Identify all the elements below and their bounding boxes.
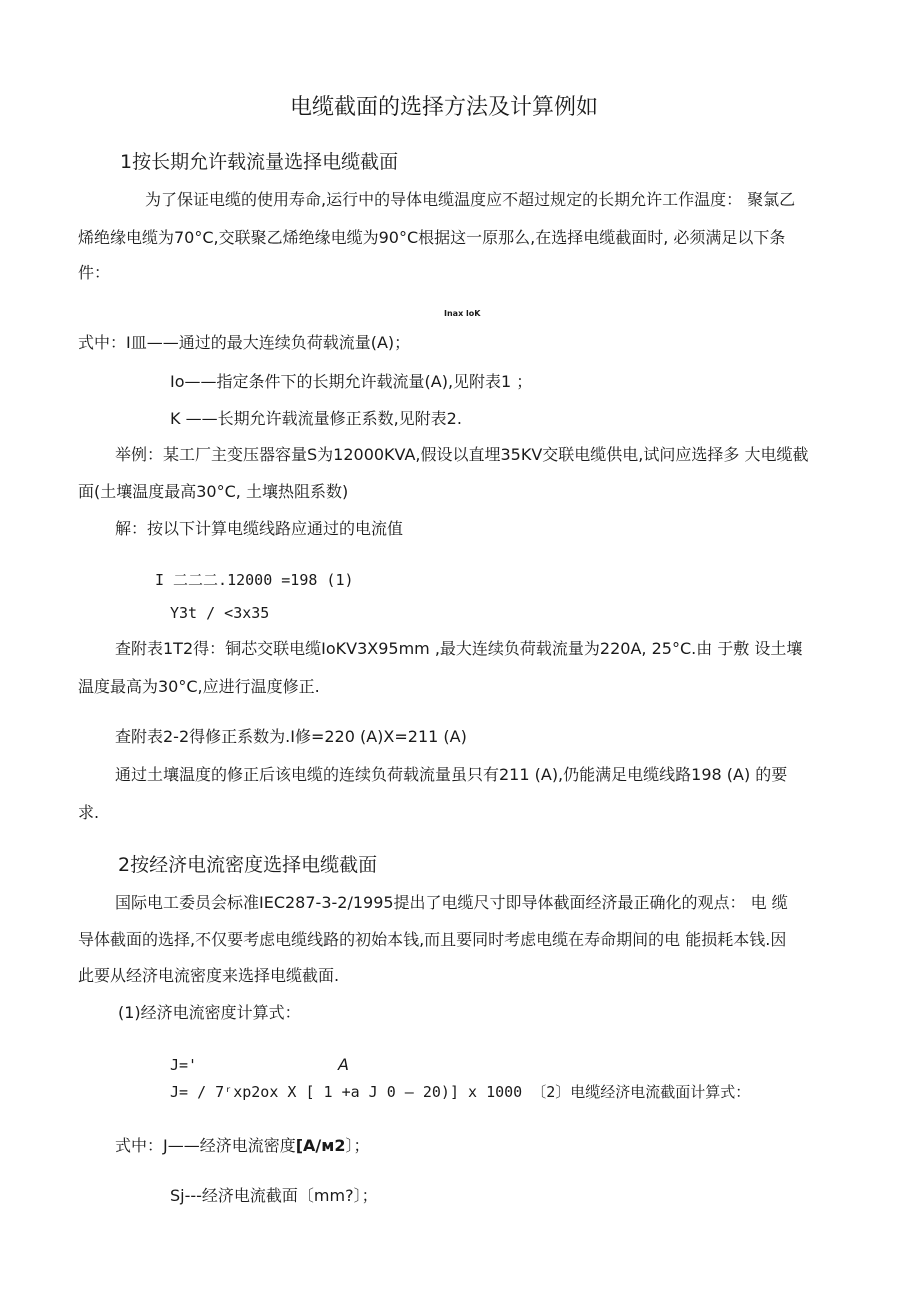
unit-label: [A/м2 [295,1136,346,1155]
item-heading: (1)经济电流密度计算式： [118,1003,301,1022]
calculation-line: I 二二二.12000 =198 (1) [155,571,354,589]
paragraph-line: 导体截面的选择,不仅要考虑电缆线路的初始本钱,而且要同时考虑电缆在寿命期间的电 能损耗本钱.因 [78,930,787,949]
formula-line: J=' [170,1056,198,1074]
formula-line: J= / 7ʳxp2ox X [ 1 +a J 0 — 20)] x 1000 〔2〕电缆经济电流截面计算式： [170,1083,751,1101]
definition-line: K ——长期允许载流量修正系数,见附表2. [170,409,462,428]
definition-line: Io——指定条件下的长期允许载流量(A),见附表1 ； [170,372,533,391]
paragraph-line: 为了保证电缆的使用寿命,运行中的导体电缆温度应不超过规定的长期允许工作温度： 聚氯乙 [145,190,796,209]
definition-line: 式中：I皿——通过的最大连续负荷载流量(A)； [78,333,411,352]
definition-text: 式中：J——经济电流密度 [115,1136,296,1155]
conclusion-line: 求. [78,803,100,822]
paragraph-line: 此要从经济电流密度来选择电缆截面. [78,966,340,985]
formula-label: Inax loK [444,309,481,318]
example-line: 面(土壤温度最高30°C, 土壤热阻系数) [78,482,349,501]
definition-line: Sj---经济电流截面〔mm?〕； [170,1186,378,1205]
conclusion-line: 通过土壤温度的修正后该电缆的连续负荷载流量虽只有211 (A),仍能满足电缆线路198 (A) 的要 [115,765,788,784]
lookup-line: 查附表2-2得修正系数为.I修=220 (A)X=211 (A) [115,727,467,746]
paragraph-line: 烯绝缘电缆为70°C,交联聚乙烯绝缘电缆为90°C根据这一原那么,在选择电缆截面时, 必须满足以下条 [78,228,786,247]
document-title: 电缆截面的选择方法及计算例如 [290,95,599,120]
solution-intro: 解：按以下计算电缆线路应通过的电流值 [115,519,404,538]
section-1-heading: 1按长期允许载流量选择电缆截面 [120,151,399,173]
example-line: 举例：某工厂主变压器容量S为12000KVA,假设以直埋35KV交联电缆供电,试问应选择多 大电缆截 [115,445,809,464]
definition-line [115,1136,370,1156]
lookup-line: 查附表1T2得：铜芯交联电缆IoKV3X95mm ,最大连续负荷载流量为220A, 25°C.由 于敷 设土壤 [115,639,803,658]
section-2-heading: 2按经济电流密度选择电缆截面 [118,854,378,876]
calculation-line: Y3t / <3x35 [170,604,270,622]
definition-suffix: 〕； [345,1136,370,1155]
lookup-line: 温度最高为30°C,应进行温度修正. [78,677,320,696]
paragraph-line: 件： [78,263,111,282]
formula-symbol: A [338,1055,349,1074]
paragraph-line: 国际电工委员会标准IEC287-3-2/1995提出了电缆尺寸即导体截面经济最正确化的观点： 电 缆 [115,893,788,912]
